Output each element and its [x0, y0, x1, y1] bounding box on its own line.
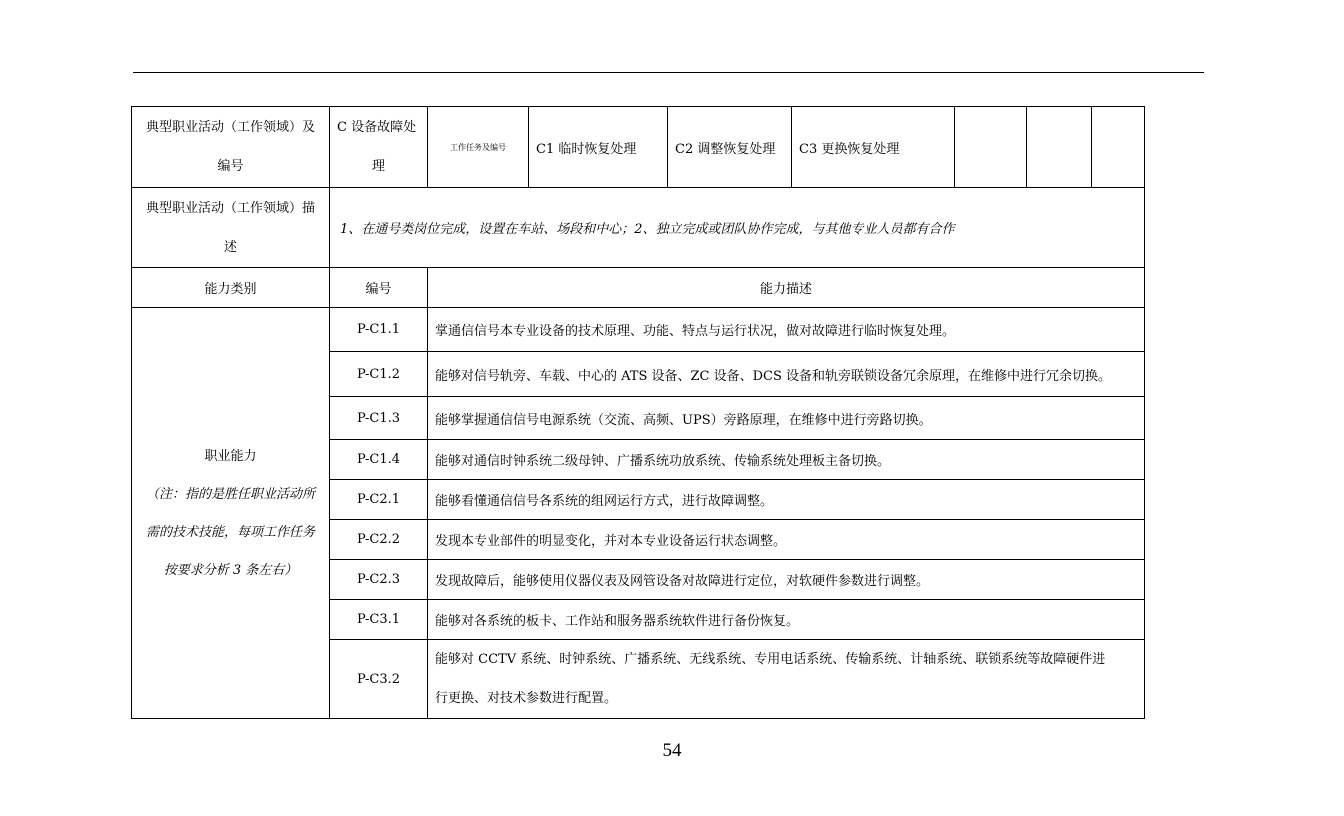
empty-cell-1: [955, 107, 1027, 188]
row-desc: 发现本专业部件的明显变化，并对本专业设备运行状态调整。: [428, 520, 1145, 560]
column-header-row: [132, 268, 1145, 308]
row-desc: [428, 640, 1145, 719]
row-code: P-C3.2: [330, 640, 428, 719]
category-note-1: （注：指的是胜任职业活动所: [145, 486, 315, 502]
task-c3: C3 更换恢复处理: [792, 107, 955, 188]
row-code: P-C3.1: [330, 600, 428, 640]
category-title: 职业能力: [204, 448, 257, 464]
row-code: P-C2.3: [330, 560, 428, 600]
activity-label-cell: [132, 107, 330, 188]
row-code: P-C1.3: [330, 397, 428, 440]
description-label: 典型职业活动（工作领域）描: [145, 200, 315, 216]
table-row: [132, 308, 1145, 352]
col-code-header: 编号: [330, 268, 428, 308]
row-code: P-C1.4: [330, 440, 428, 480]
col-desc-header: 能力描述: [428, 268, 1145, 308]
activity-value: C 设备故障处: [337, 120, 417, 135]
empty-cell-3: [1092, 107, 1145, 188]
header-rule: [133, 72, 1204, 73]
activity-label-2: 编号: [217, 159, 244, 174]
activity-row: [132, 107, 1145, 188]
row-code: P-C2.1: [330, 480, 428, 520]
task-c1: C1 临时恢复处理: [529, 107, 668, 188]
activity-value-cell: [330, 107, 428, 188]
category-note-2: 需的技术技能，每项工作任务: [145, 524, 315, 540]
row-desc: 能够掌握通信信号电源系统（交流、高频、UPS）旁路原理，在维修中进行旁路切换。: [428, 397, 1145, 440]
description-text: 1、在通号类岗位完成，设置在车站、场段和中心；2、独立完成或团队协作完成，与其他专业人员都有合作: [330, 188, 1145, 268]
row-desc: 掌通信信号本专业设备的技术原理、功能、特点与运行状况，做对故障进行临时恢复处理。: [428, 308, 1145, 352]
row-code: P-C2.2: [330, 520, 428, 560]
category-cell: [132, 308, 330, 719]
activity-value-2: 理: [371, 159, 385, 174]
row-code: P-C1.2: [330, 352, 428, 397]
row-desc: 能够对通信时钟系统二级母钟、广播系统功放系统、传输系统处理板主备切换。: [428, 440, 1145, 480]
page-number: 54: [662, 740, 682, 761]
col-category-header: 能力类别: [132, 268, 330, 308]
row-desc-line-1: 能够对 CCTV 系统、时钟系统、广播系统、无线系统、专用电话系统、传输系统、计轴系统、联锁系统等故障硬件进: [435, 652, 1106, 667]
row-desc: 能够对各系统的板卡、工作站和服务器系统软件进行备份恢复。: [428, 600, 1145, 640]
task-label: 工作任务及编号: [428, 107, 529, 188]
description-label-cell: [132, 188, 330, 268]
competency-table: [131, 106, 1145, 719]
task-c2: C2 调整恢复处理: [668, 107, 792, 188]
empty-cell-2: [1027, 107, 1092, 188]
row-desc-line-2: 行更换、对技术参数进行配置。: [435, 691, 618, 706]
activity-label: 典型职业活动（工作领域）及: [145, 120, 315, 135]
row-desc: 能够看懂通信信号各系统的组网运行方式，进行故障调整。: [428, 480, 1145, 520]
category-note-3: 按要求分析 3 条左右）: [163, 562, 298, 578]
row-code: P-C1.1: [330, 308, 428, 352]
description-row: [132, 188, 1145, 268]
row-desc: 能够对信号轨旁、车载、中心的 ATS 设备、ZC 设备、DCS 设备和轨旁联锁设备冗余原理，在维修中进行冗余切换。: [428, 352, 1145, 397]
description-label-2: 述: [223, 239, 237, 255]
row-desc: 发现故障后，能够使用仪器仪表及网管设备对故障进行定位，对软硬件参数进行调整。: [428, 560, 1145, 600]
